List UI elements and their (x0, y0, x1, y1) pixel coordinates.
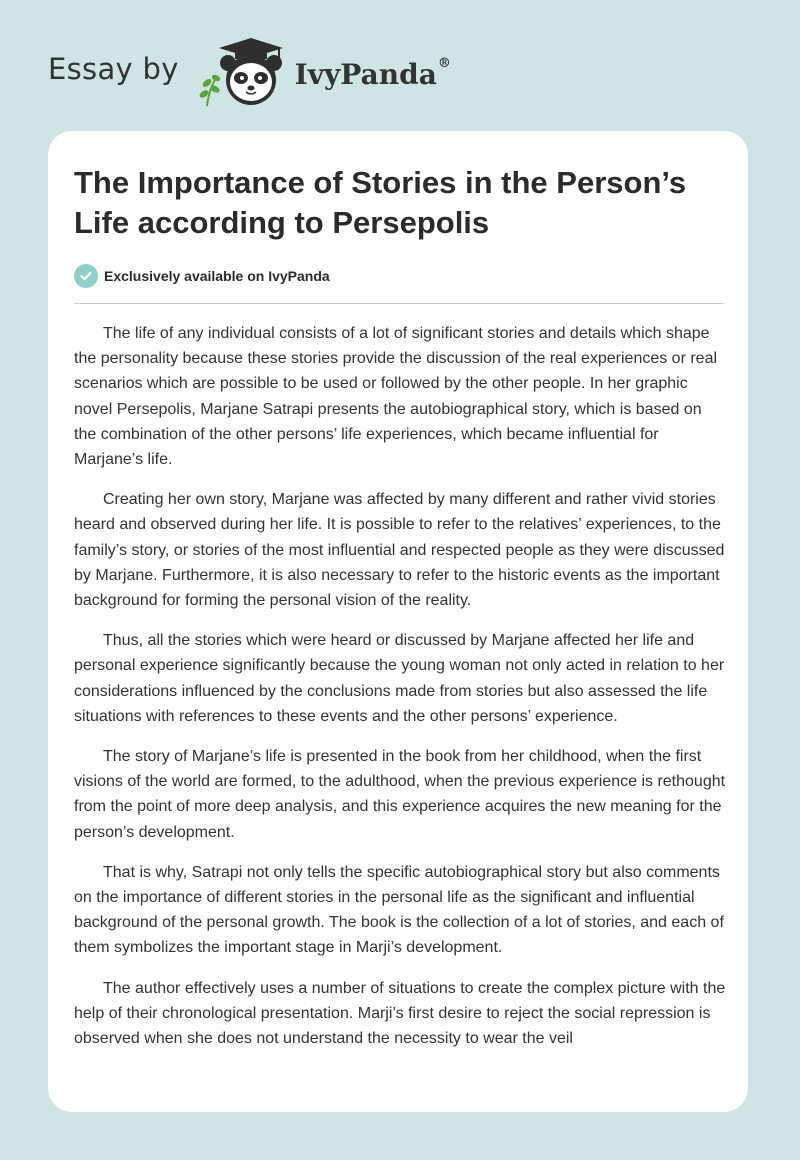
brand-name-text: IvyPanda (294, 57, 437, 91)
brand-name[interactable] (294, 55, 451, 91)
essay-by-label: Essay by (48, 52, 179, 86)
registered-mark: ® (437, 55, 451, 71)
paragraph: Thus, all the stories which were heard or discussed by Marjane affected her life and personal experience significantly because the young woman not only acted in relation to her considerations influenced by the conclusions made from stories but also assessed the life situations with references to these events and the other persons’ experience. (74, 632, 725, 725)
exclusive-text: Exclusively available on IvyPanda (104, 268, 330, 284)
essay-body (74, 321, 726, 1066)
exclusive-badge (74, 264, 330, 288)
paragraph: Creating her own story, Marjane was affected by many different and rather vivid stories heard and observed during her life. It is possible to refer to the relatives’ experiences, to the family’s story, or stories of the most influential and respected people as they were discussed by Marjane. Furthermore, it is also necessary to refer to the historic events as the important background for forming the personal vision of the reality. (74, 491, 725, 610)
essay-title: The Importance of Stories in the Person’s Life according to Persepolis (74, 165, 687, 240)
paragraph: The story of Marjane’s life is presented in the book from her childhood, when the first visions of the world are formed, to the adulthood, when the previous experience is rethought from the point of more deep analysis, and this experience acquires the new meaning for the person’s development. (74, 748, 726, 841)
essay-card (48, 131, 748, 1112)
paragraph: That is why, Satrapi not only tells the specific autobiographical story but also comments on the importance of different stories in the personal life as the significant and influential background of the personal growth. The book is the collection of a lot of stories, and each of them symbolizes the important stage in Marji’s development. (74, 863, 724, 957)
graduation-panda-icon[interactable] (193, 36, 289, 108)
divider (74, 303, 724, 304)
check-icon (74, 264, 98, 288)
paragraph: The life of any individual consists of a lot of significant stories and details which shape the personality because these stories provide the discussion of the real experiences or real scenarios which are possible to be used or followed by the other people. In her graphic novel Persepolis, Marjane Satrapi presents the autobiographical story, which is based on the combination of the other persons’ life experiences, which became influential for Marjane’s life. (74, 325, 718, 469)
paragraph: The author effectively uses a number of situations to create the complex picture with the help of their chronological presentation. Marji’s first desire to reject the social repression is observed when she does not understand the necessity to wear the veil (74, 979, 726, 1048)
brand-header (48, 36, 451, 108)
